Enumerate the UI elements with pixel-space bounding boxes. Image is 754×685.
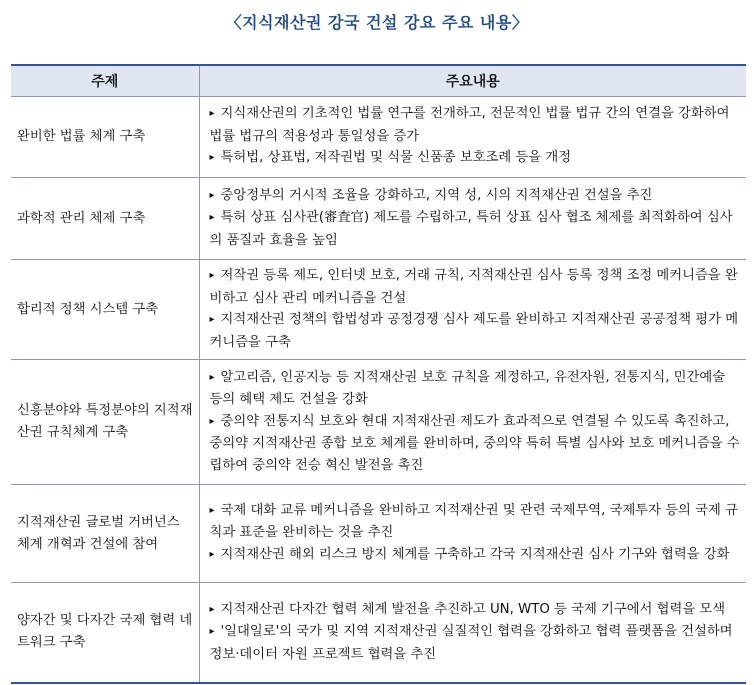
- content-item: [210, 599, 743, 622]
- bullet-icon: ▸: [209, 603, 215, 615]
- table-row: [11, 260, 746, 360]
- bullet-icon: ▸: [209, 270, 215, 281]
- table-header-row: [11, 65, 746, 97]
- content-item-text: 특허법, 상표법, 저작권법 및 식물 신품종 보호조례 등을 개정: [220, 150, 572, 166]
- bullet-icon: ▸: [209, 626, 215, 637]
- content-item-text: 특허 상표 심사관(審査官) 제도를 수립하고, 특허 상표 심사 협조 체제를 최적화하여 심사의 품질과 효율을 높임: [209, 210, 733, 248]
- row-topic: 합리적 정책 시스템 구축: [11, 260, 199, 360]
- bullet-icon: ▸: [209, 548, 215, 560]
- row-topic: 지적재산권 글로벌 거버넌스 체계 개혁과 건설에 참여: [11, 485, 199, 583]
- header-content: 주요내용: [199, 65, 746, 97]
- bullet-icon: ▸: [209, 152, 215, 164]
- content-item: [210, 411, 743, 477]
- bullet-icon: ▸: [209, 212, 215, 224]
- row-content: [199, 178, 746, 260]
- content-item-text: 저작권 등록 제도, 인터넷 보호, 거래 규칙, 지적재산권 심사 등록 정책 조정 메커니즘을 완비하고 심사 관리 메커니즘을 건설: [209, 268, 738, 306]
- row-topic: 양자간 및 다자간 국제 협력 네트워크 구축: [11, 583, 199, 683]
- content-item-text: 국제 대화 교류 메커니즘을 완비하고 지적재산권 및 관련 국제무역, 국제투자 등의 국제 규칙과 표준을 완비하는 것을 추진: [209, 502, 738, 541]
- table-row: [11, 178, 746, 260]
- bullet-icon: ▸: [209, 108, 215, 120]
- bullet-icon: ▸: [209, 314, 215, 325]
- table-row: [11, 360, 746, 485]
- row-content: [199, 583, 746, 683]
- row-topic: 완비한 법률 체계 구축: [11, 97, 199, 178]
- content-item: [210, 309, 743, 353]
- content-item: [210, 265, 743, 309]
- content-item: [210, 207, 743, 251]
- content-item: [210, 544, 743, 567]
- policy-table: [11, 64, 746, 684]
- content-item-text: 중의약 전통지식 보호와 현대 지적재산권 제도가 효과적으로 연결될 수 있도록 촉진하고, 중의약 지적재산권 종합 보호 체계를 완비하며, 중의약 특허 특별 심사와 보호 메커니즘을 수립하여 중의약 전승 혁신 발전을 촉진: [209, 413, 740, 473]
- content-item-text: '일대일로'의 국가 및 지역 지적재산권 실질적인 협력을 강화하고 협력 플랫폼을 건설하며 정보·데이터 자원 프로젝트 협력을 추진: [209, 624, 733, 662]
- bullet-icon: ▸: [209, 504, 215, 516]
- content-item: [210, 103, 743, 147]
- table-row: [11, 583, 746, 683]
- content-item: [210, 500, 743, 544]
- content-item-text: 지적재산권 해외 리스크 방지 체계를 구축하고 각국 지적재산권 심사 기구와 협력을 강화: [220, 546, 730, 562]
- content-item: [210, 621, 743, 665]
- bullet-icon: ▸: [209, 415, 215, 427]
- table-title: 〈지식재산권 강국 건설 강요 주요 내용〉: [225, 13, 529, 32]
- table-row: [11, 485, 746, 583]
- content-item: [210, 185, 743, 208]
- content-item-text: 지적재산권 다자간 협력 체계 발전을 추진하고 UN, WTO 등 국제 기구에서 협력을 모색: [220, 601, 726, 617]
- content-item: [210, 147, 743, 170]
- row-topic: 신흥분야와 특정분야의 지적재산권 규칙체계 구축: [11, 360, 199, 485]
- content-item: [210, 367, 743, 411]
- header-topic: 주제: [11, 65, 199, 97]
- bullet-icon: ▸: [209, 189, 215, 201]
- content-item-text: 지적재산권 정책의 합법성과 공정경쟁 심사 제도를 완비하고 지적재산권 공공정책 평가 메커니즘을 구축: [209, 312, 739, 350]
- row-topic: 과학적 관리 체제 구축: [11, 178, 199, 260]
- row-content: [199, 260, 746, 360]
- content-item-text: 알고리즘, 인공지능 등 지적재산권 보호 규칙을 제정하고, 유전자원, 전통지식, 민간예술 등의 혜택 제도 건설을 강화: [209, 369, 726, 408]
- row-content: [199, 360, 746, 485]
- row-content: [199, 485, 746, 583]
- content-item-text: 중앙정부의 거시적 조율을 강화하고, 지역 성, 시의 지적재산권 건설을 추진: [220, 187, 653, 203]
- row-content: [199, 97, 746, 178]
- table-row: [11, 97, 746, 178]
- content-item-text: 지식재산권의 기초적인 법률 연구를 전개하고, 전문적인 법률 법규 간의 연결을 강화하여 법률 법규의 적용성과 통일성을 증가: [209, 106, 730, 144]
- bullet-icon: ▸: [209, 371, 215, 383]
